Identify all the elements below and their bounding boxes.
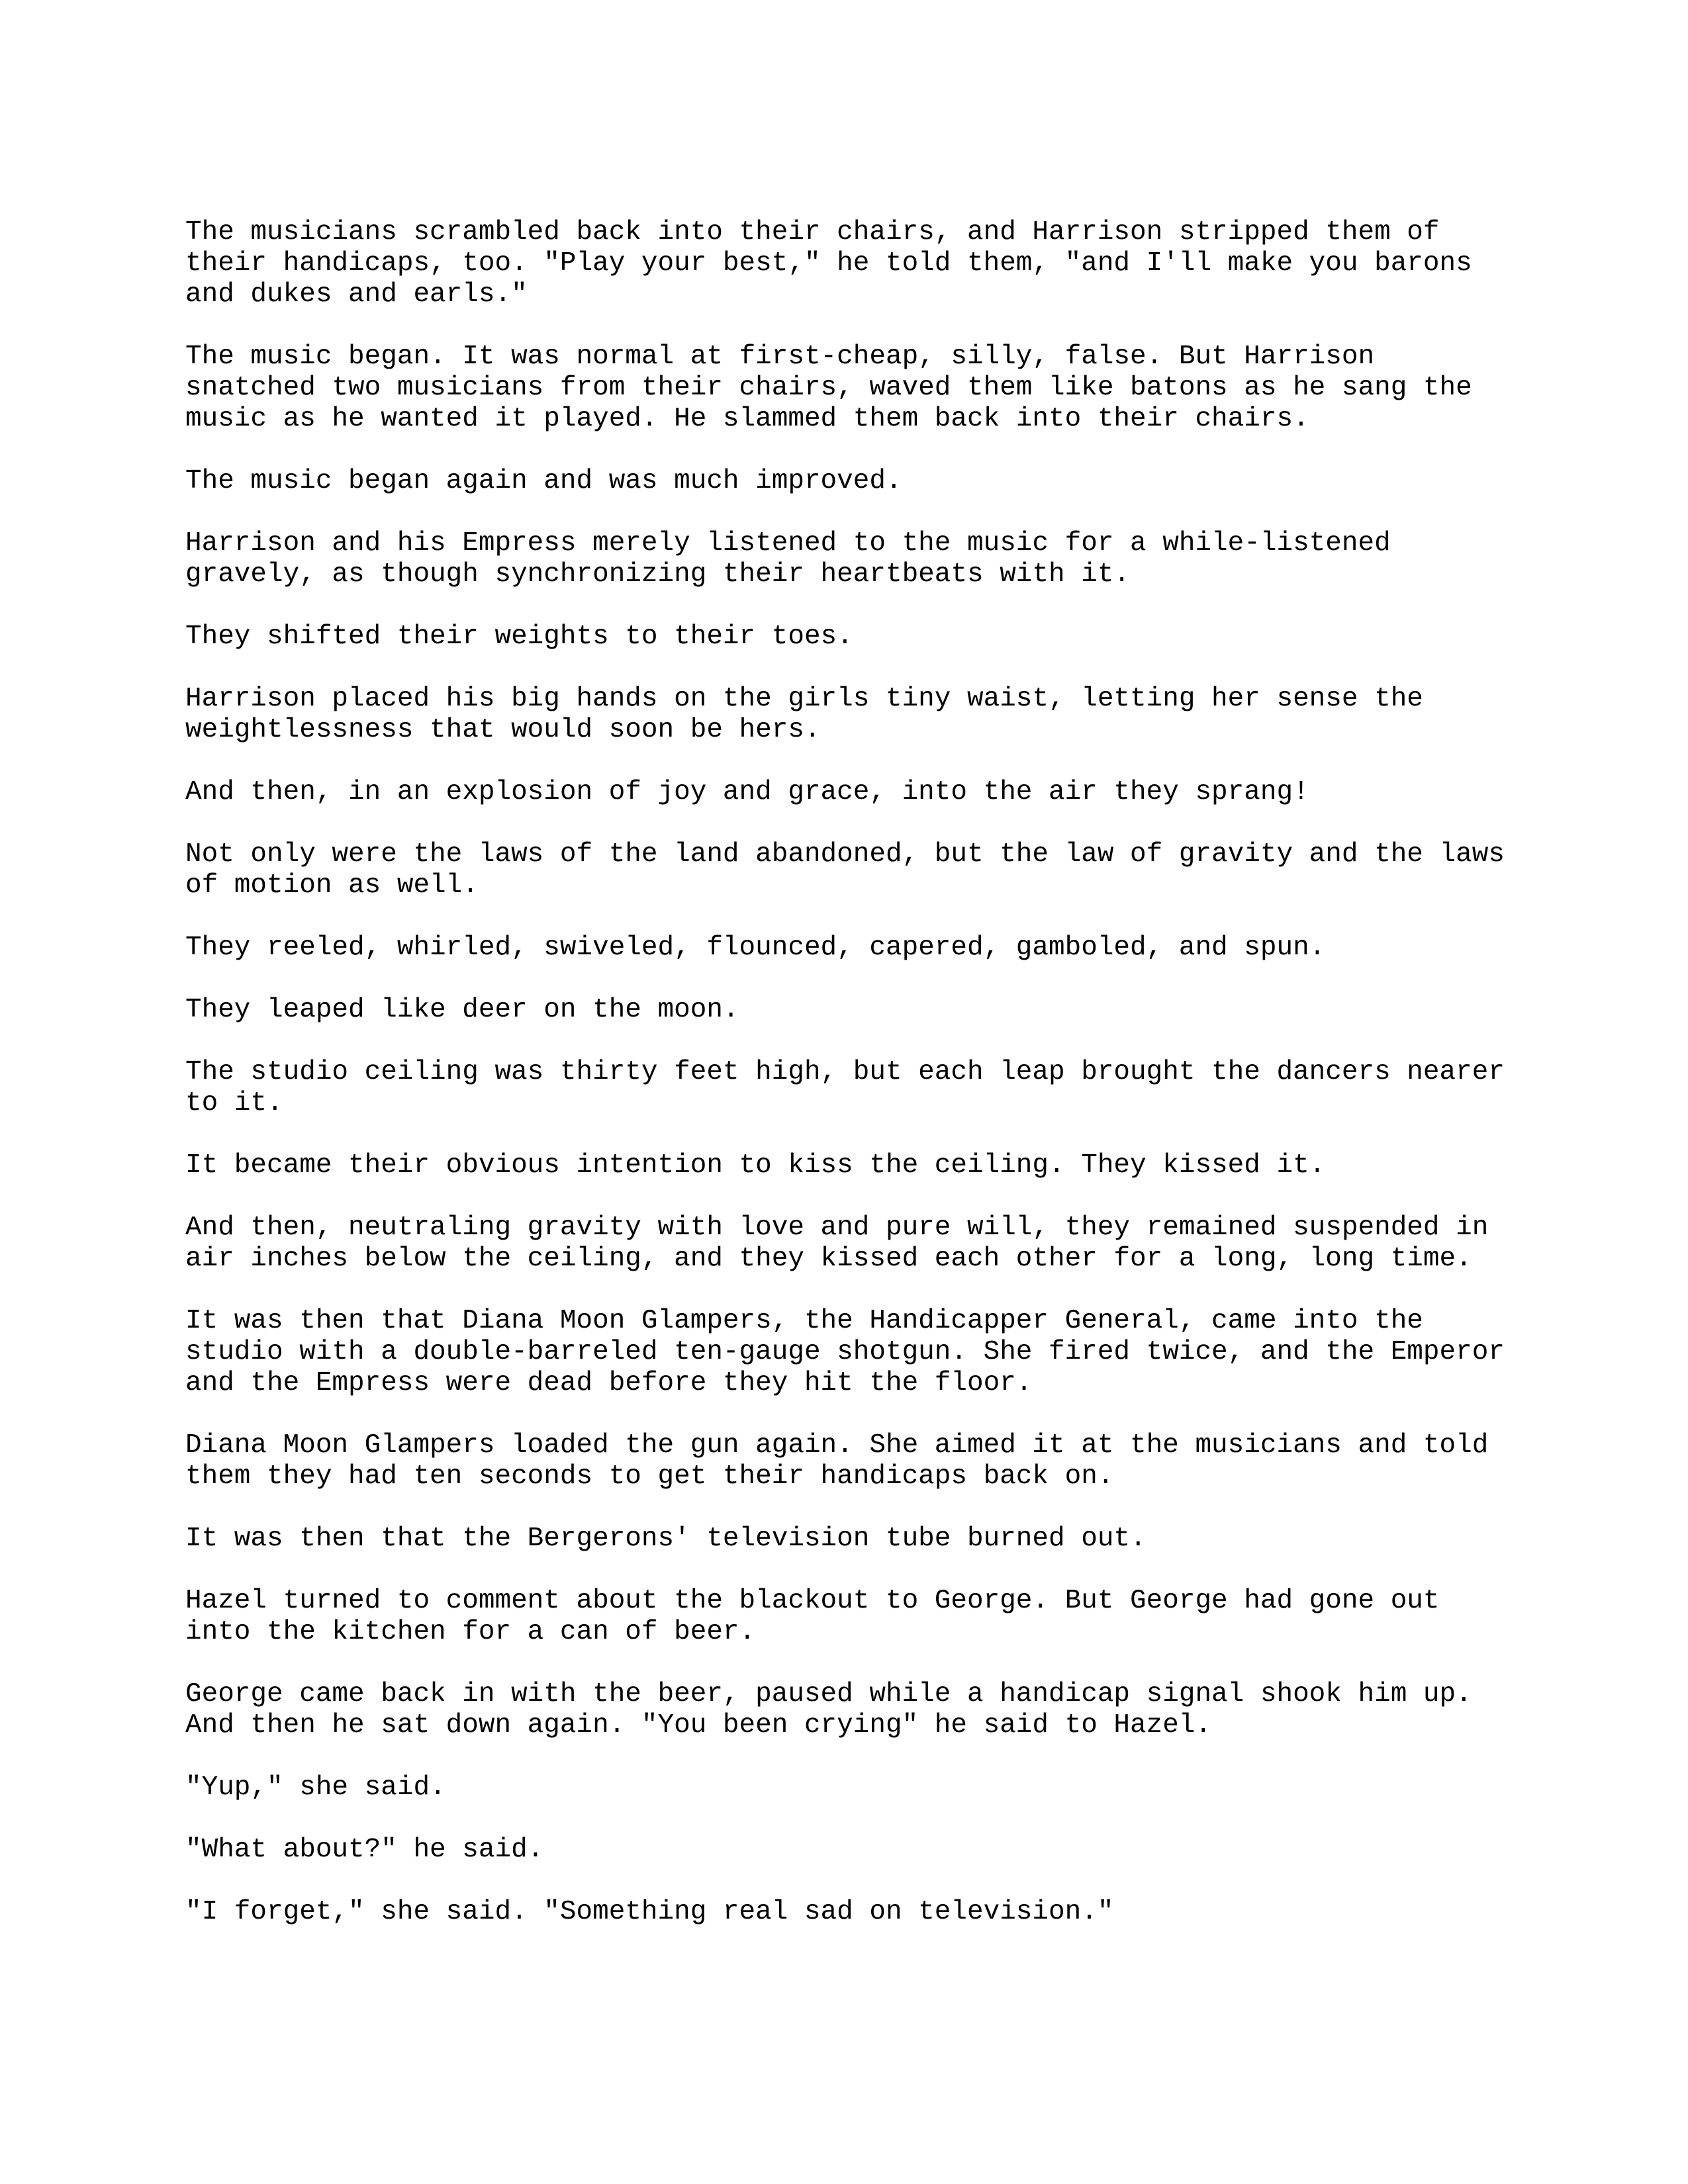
paragraph: "What about?" he said. (185, 1835, 544, 1865)
paragraph: "I forget," she said. "Something real sad on television." (185, 1897, 1114, 1927)
paragraph: It became their obvious intention to kiss the ceiling. They kissed it. (185, 1150, 1326, 1181)
paragraph: The musicians scrambled back into their chairs, and Harrison stripped them of their handicaps, too. "Play your best," he told them, "and I'll make you barons and dukes and earls." (185, 217, 1472, 310)
paragraph: Harrison placed his big hands on the girls tiny waist, letting her sense the weightlessness that would soon be hers. (185, 684, 1423, 745)
paragraph: Hazel turned to comment about the blackout to George. But George had gone out into the kitchen for a can of beer. (185, 1586, 1440, 1647)
paragraph: They reeled, whirled, swiveled, flounced, capered, gamboled, and spun. (185, 933, 1326, 963)
paragraph: George came back in with the beer, paused while a handicap signal shook him up. And then he sat down again. "You been crying" he said to Hazel. (185, 1679, 1472, 1741)
paragraph: The music began. It was normal at first-cheap, silly, false. But Harrison snatched two musicians from their chairs, waved them like batons as he sang the music as he wanted it played. He slammed them back into their chairs. (185, 341, 1472, 434)
paragraph: The studio ceiling was thirty feet high, but each leap brought the dancers nearer to it. (185, 1057, 1505, 1118)
paragraph: They leaped like deer on the moon. (185, 995, 739, 1025)
paragraph: Diana Moon Glampers loaded the gun again. She aimed it at the musicians and told them they had ten seconds to get their handicaps back on. (185, 1430, 1489, 1492)
paragraph: It was then that Diana Moon Glampers, the Handicapper General, came into the studio with a double-barreled ten-gauge shotgun. She fired twice, and the Emperor and the Empress were dead before they hit the floor. (185, 1306, 1505, 1398)
paragraph: Harrison and his Empress merely listened to the music for a while-listened gravely, as though synchronizing their heartbeats with it. (185, 528, 1391, 590)
paragraph: The music began again and was much improved. (185, 466, 902, 496)
story-text (185, 217, 1519, 1959)
paragraph: Not only were the laws of the land abandoned, but the law of gravity and the laws of motion as well. (185, 839, 1505, 901)
paragraph: And then, in an explosion of joy and grace, into the air they sprang! (185, 777, 1309, 807)
paragraph: "Yup," she said. (185, 1772, 446, 1803)
paragraph: And then, neutraling gravity with love and pure will, they remained suspended in air inches below the ceiling, and they kissed each other for a long, long time. (185, 1212, 1489, 1274)
paragraph: They shifted their weights to their toes. (185, 621, 853, 652)
paragraph: It was then that the Bergerons' television tube burned out. (185, 1524, 1147, 1554)
